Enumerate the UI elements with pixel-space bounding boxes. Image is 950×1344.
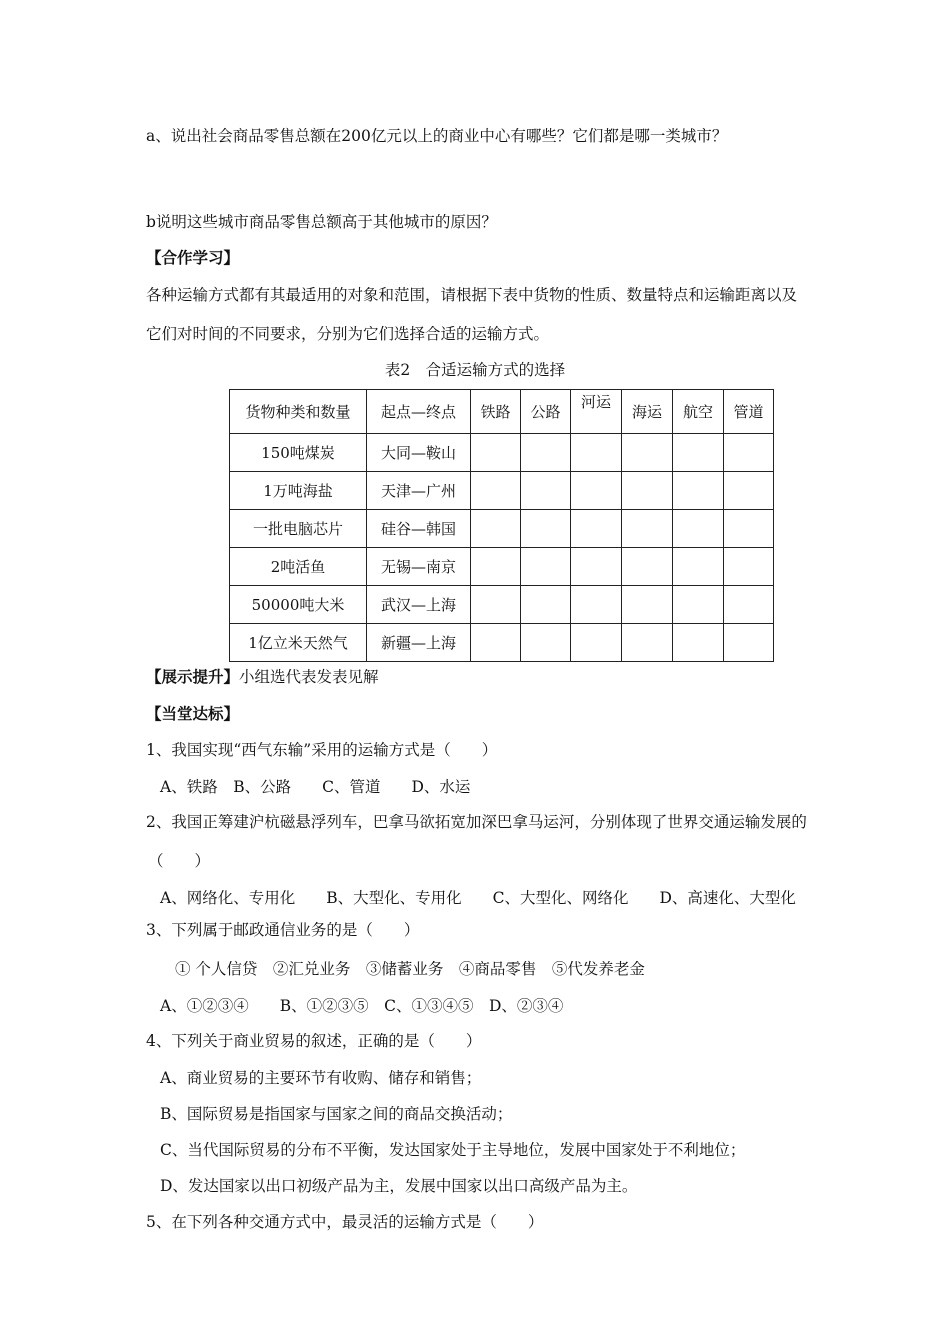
show-section — [146, 667, 379, 687]
cell-route: 硅谷—韩国 — [367, 510, 471, 548]
cell-blank — [521, 624, 571, 662]
cell-blank — [521, 510, 571, 548]
cell-blank — [622, 586, 673, 624]
cell-route: 武汉—上海 — [367, 586, 471, 624]
question-4: 4、下列关于商业贸易的叙述，正确的是（ ） — [146, 1032, 482, 1050]
cell-blank — [724, 624, 774, 662]
coop-text-line-2: 它们对时间的不同要求，分别为它们选择合适的运输方式。 — [146, 325, 550, 343]
header-air: 航空 — [673, 390, 724, 434]
cell-blank — [622, 510, 673, 548]
transport-table — [229, 389, 774, 662]
question-4-option-c: C、当代国际贸易的分布不平衡，发达国家处于主导地位，发展中国家处于不利地位； — [160, 1141, 746, 1159]
cell-blank — [571, 510, 622, 548]
cell-blank — [673, 510, 724, 548]
cell-blank — [471, 624, 521, 662]
header-pipeline: 管道 — [724, 390, 774, 434]
question-1-options: A、铁路 B、公路 C、管道 D、水运 — [160, 778, 471, 796]
cell-blank — [622, 434, 673, 472]
table-row — [230, 624, 774, 662]
cell-cargo: 1亿立米天然气 — [230, 624, 367, 662]
cell-route: 大同—鞍山 — [367, 434, 471, 472]
header-railway: 铁路 — [471, 390, 521, 434]
cell-blank — [724, 510, 774, 548]
cell-blank — [471, 548, 521, 586]
table-caption: 表2 合适运输方式的选择 — [384, 361, 566, 379]
header-sea: 海运 — [622, 390, 673, 434]
header-cargo: 货物种类和数量 — [230, 390, 367, 434]
cell-cargo: 150吨煤炭 — [230, 434, 367, 472]
header-route: 起点—终点 — [367, 390, 471, 434]
question-b: b说明这些城市商品零售总额高于其他城市的原因？ — [146, 213, 497, 231]
cell-blank — [571, 472, 622, 510]
cell-blank — [673, 548, 724, 586]
cell-route: 天津—广州 — [367, 472, 471, 510]
question-5: 5、在下列各种交通方式中，最灵活的运输方式是（ ） — [146, 1213, 544, 1231]
cell-blank — [571, 434, 622, 472]
cell-blank — [673, 586, 724, 624]
question-3: 3、下列属于邮政通信业务的是（ ） — [146, 921, 420, 939]
table-row — [230, 548, 774, 586]
cell-blank — [622, 472, 673, 510]
cell-cargo: 2吨活鱼 — [230, 548, 367, 586]
question-4-option-d: D、发达国家以出口初级产品为主，发展中国家以出口高级产品为主。 — [160, 1177, 638, 1195]
question-3-options: A、①②③④ B、①②③⑤ C、①③④⑤ D、②③④ — [160, 997, 564, 1015]
question-1: 1、我国实现“西气东输”采用的运输方式是（ ） — [146, 741, 498, 759]
cell-blank — [521, 586, 571, 624]
header-river: 河运 — [571, 390, 622, 434]
cell-blank — [471, 472, 521, 510]
question-4-option-b: B、国际贸易是指国家与国家之间的商品交换活动； — [160, 1105, 513, 1123]
cell-blank — [571, 586, 622, 624]
cell-route: 无锡—南京 — [367, 548, 471, 586]
cell-blank — [521, 548, 571, 586]
header-highway: 公路 — [521, 390, 571, 434]
question-2: 2、我国正筹建沪杭磁悬浮列车，巴拿马欲拓宽加深巴拿马运河，分别体现了世界交通运输发展的 — [146, 813, 807, 831]
cell-blank — [673, 472, 724, 510]
show-heading: 【展示提升】 — [146, 667, 240, 686]
question-2-paren: （ ） — [148, 852, 211, 870]
cell-blank — [724, 548, 774, 586]
table-header-row — [230, 390, 774, 434]
cell-blank — [471, 510, 521, 548]
table-row — [230, 510, 774, 548]
cell-blank — [673, 624, 724, 662]
cell-blank — [521, 434, 571, 472]
cell-blank — [622, 624, 673, 662]
cell-blank — [571, 548, 622, 586]
cell-blank — [571, 624, 622, 662]
coop-heading: 【合作学习】 — [146, 248, 240, 267]
question-2-options: A、网络化、专用化 B、大型化、专用化 C、大型化、网络化 D、高速化、大型化 — [160, 889, 796, 907]
cell-blank — [724, 434, 774, 472]
cell-blank — [622, 548, 673, 586]
table-row — [230, 472, 774, 510]
question-3-items: ① 个人信贷 ②汇兑业务 ③储蓄业务 ④商品零售 ⑤代发养老金 — [175, 960, 645, 978]
cell-cargo: 一批电脑芯片 — [230, 510, 367, 548]
cell-blank — [724, 472, 774, 510]
cell-blank — [521, 472, 571, 510]
cell-route: 新疆—上海 — [367, 624, 471, 662]
class-heading: 【当堂达标】 — [146, 704, 240, 723]
cell-blank — [724, 586, 774, 624]
cell-blank — [471, 434, 521, 472]
table-row — [230, 586, 774, 624]
cell-cargo: 1万吨海盐 — [230, 472, 367, 510]
cell-cargo: 50000吨大米 — [230, 586, 367, 624]
table-row — [230, 434, 774, 472]
show-text: 小组选代表发表见解 — [239, 668, 379, 686]
question-a: a、说出社会商品零售总额在200亿元以上的商业中心有哪些？它们都是哪一类城市？ — [146, 127, 728, 145]
coop-text-line-1: 各种运输方式都有其最适用的对象和范围，请根据下表中货物的性质、数量特点和运输距离以及 — [146, 286, 798, 304]
cell-blank — [673, 434, 724, 472]
question-4-option-a: A、商业贸易的主要环节有收购、储存和销售； — [160, 1069, 482, 1087]
cell-blank — [471, 586, 521, 624]
